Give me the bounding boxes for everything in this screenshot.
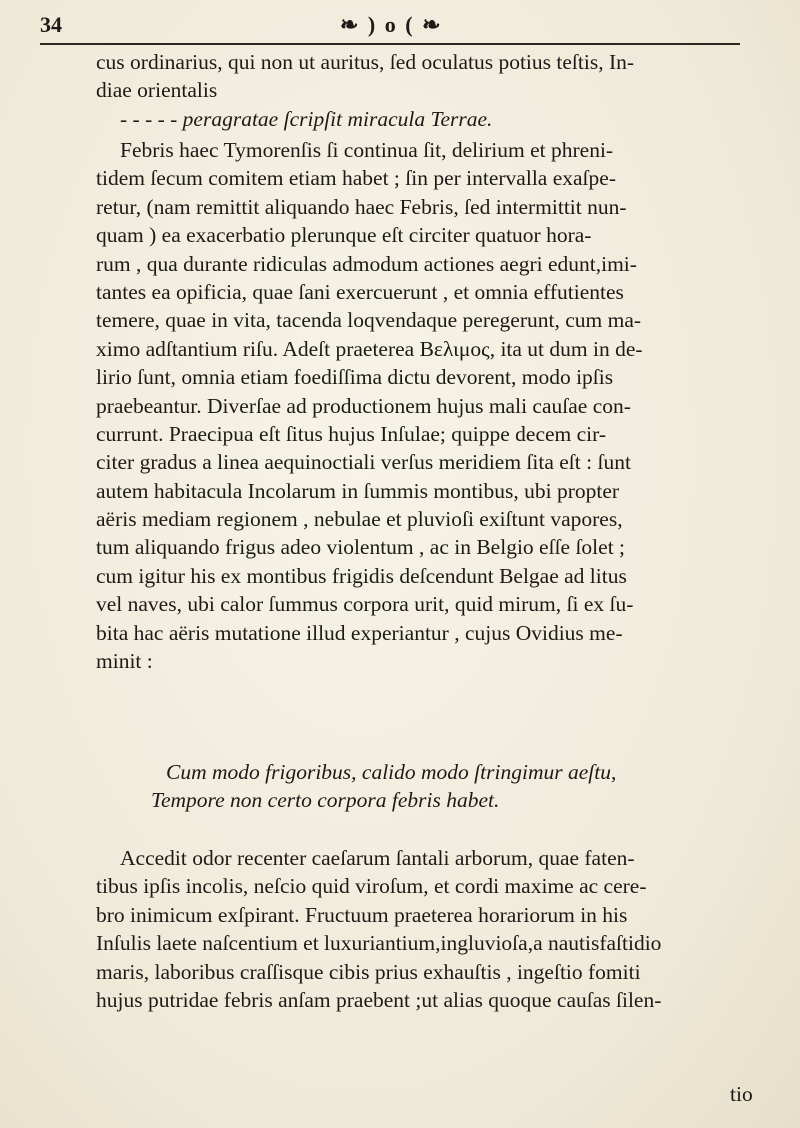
text-line: aëris mediam regionem , nebulae et pluvioſi exiſtunt vapores, — [96, 507, 623, 532]
text-line: tibus ipſis incolis, neſcio quid viroſum, et cordi maxime ac cere- — [96, 874, 647, 899]
text-line: praebeantur. Diverſae ad productionem hujus mali cauſae con- — [96, 393, 631, 418]
verse-line: Cum modo frigoribus, calido modo ſtringimur aeſtu, — [166, 760, 617, 784]
text-line: lirio ſunt, omnia etiam foediſſima dictu devorent, modo ipſis — [96, 365, 614, 390]
text-line: minit : — [96, 649, 153, 674]
text-line: maris, laboribus craſſisque cibis prius exhauſtis , ingeſtio fomiti — [96, 959, 641, 984]
ovid-quotation — [96, 758, 772, 815]
text-line: bita hac aëris mutatione illud experiantur , cujus Ovidius me- — [96, 620, 623, 645]
running-header — [40, 6, 760, 42]
catchword: tio — [730, 1082, 753, 1106]
text-line: hujus putridae febris anſam praebent ;ut alias quoque cauſas ſilen- — [96, 987, 662, 1012]
paragraph-continued — [96, 48, 772, 133]
text-line: rum , qua durante ridiculas admodum actiones aegri edunt,imi- — [96, 251, 637, 276]
text-line: tum aliquando frigus adeo violentum , ac in Belgio eſſe ſolet ; — [96, 535, 626, 560]
text-line: diae orientalis — [96, 78, 218, 103]
text-line: vel naves, ubi calor ſummus corpora urit, quid mirum, ſi ex ſu- — [96, 592, 634, 617]
text-line: Accedit odor recenter caeſarum ſantali arborum, quae faten- — [120, 846, 635, 870]
text-line: cus ordinarius, qui non ut auritus, ſed oculatus potius teſtis, In- — [96, 50, 635, 74]
verse-line: - - - - - peragratae ſcripſit miracula Terrae. — [120, 106, 493, 131]
text-line: Inſulis laete naſcentium et luxuriantium,ingluvioſa,a nautisfaſtidio — [96, 931, 662, 956]
text-line: citer gradus a linea aequinoctiali verſus meridiem ſita eſt : ſunt — [96, 450, 631, 475]
text-line: quam ) ea exacerbatio plerunque eſt circiter quatuor hora- — [96, 223, 592, 248]
page-number: 34 — [40, 12, 62, 37]
text-line: cum igitur his ex montibus frigidis deſcendunt Belgae ad litus — [96, 563, 627, 588]
paragraph-febris — [96, 136, 772, 675]
text-line: autem habitacula Incolarum in ſummis montibus, ubi propter — [96, 478, 620, 503]
text-line: tidem ſecum comitem etiam habet ; ſin per intervalla exaſpe- — [96, 166, 616, 191]
header-rule — [40, 43, 740, 45]
text-line: tantes ea opificia, quae ſani exercuerunt , et omnia effutientes — [96, 279, 624, 304]
text-line: temere, quae in vita, tacenda loqvendaque peregerunt, cum ma- — [96, 308, 642, 333]
text-line: ximo adſtantium riſu. Adeſt praeterea Βελιμος, ita ut dum in de- — [96, 336, 643, 361]
text-line: Febris haec Tymorenſis ſi continua ſit, delirium et phreni- — [120, 138, 614, 162]
text-line: bro inimicum exſpirant. Fructuum praeterea horariorum in his — [96, 902, 628, 927]
header-ornament: ❧ ) o ( ❧ — [340, 12, 443, 37]
verse-line: Tempore non certo corpora febris habet. — [151, 788, 500, 813]
text-line: currunt. Praecipua eſt ſitus hujus Inſulae; quippe decem cir- — [96, 421, 607, 446]
text-line: retur, (nam remittit aliquando haec Febris, ſed intermittit nun- — [96, 194, 627, 219]
paragraph-accedit — [96, 844, 772, 1014]
